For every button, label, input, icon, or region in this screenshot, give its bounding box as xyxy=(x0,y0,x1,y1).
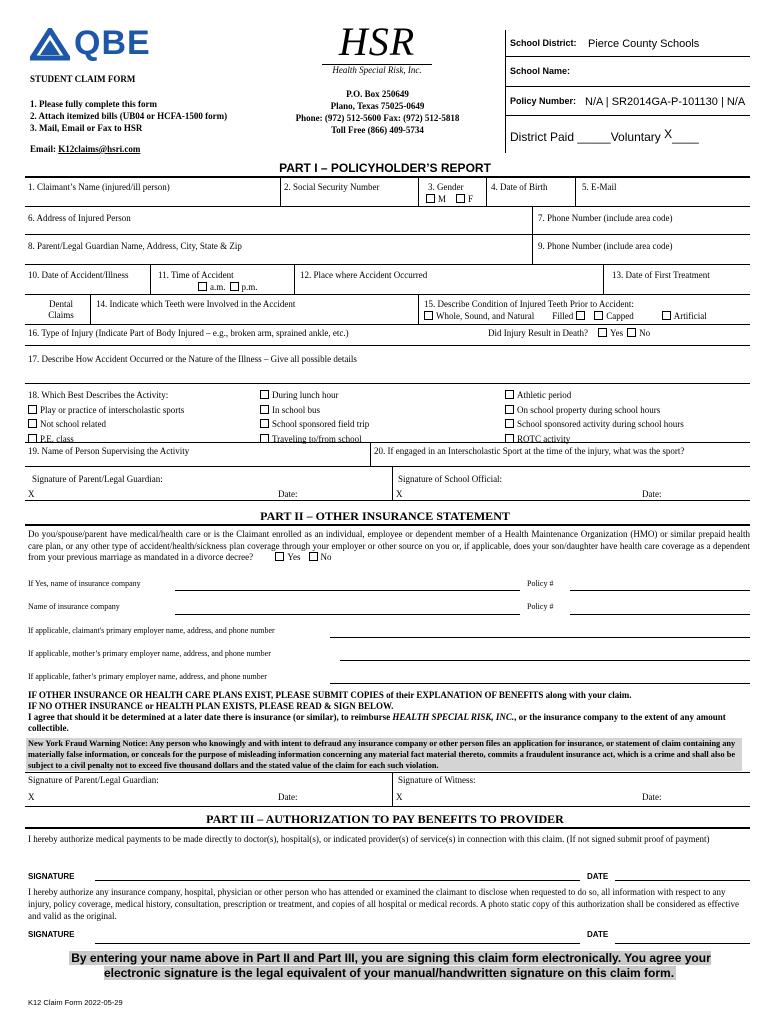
teeth-condition-field: 15. Describe Condition of Injured Teeth Prior to Accident: Whole, Sound, and Natural Filled Capped Artificial xyxy=(424,299,707,321)
gender-field: 3. Gender M F xyxy=(428,182,474,204)
part2-title: PART II – OTHER INSURANCE STATEMENT xyxy=(260,509,510,523)
instructions: 1. Please fully complete this form 2. Attach itemized bills (UB04 or HCFA-1500 form) 3. Mail, Email or Fax to HSR xyxy=(30,99,228,133)
part2-parent-date[interactable]: Date: xyxy=(278,792,298,802)
qbe-logo-icon xyxy=(30,28,70,62)
policy-number-underline xyxy=(505,115,750,116)
father-employer-line[interactable] xyxy=(330,683,750,684)
teeth-involved-field[interactable]: 14. Indicate which Teeth were Involved in the Accident xyxy=(96,299,296,309)
part1-school-signature-x[interactable]: X xyxy=(396,489,403,499)
hsr-logo-text: HSR xyxy=(338,19,416,64)
teeth-whole-checkbox[interactable] xyxy=(424,311,433,320)
other-insurance-no-checkbox[interactable] xyxy=(309,552,318,561)
death-question: Did Injury Result in Death? Yes No xyxy=(488,328,651,338)
teeth-artificial-checkbox[interactable] xyxy=(662,311,671,320)
part3-title: PART III – AUTHORIZATION TO PAY BENEFITS TO PROVIDER xyxy=(206,812,564,826)
activity-lunch-checkbox[interactable] xyxy=(260,390,269,399)
part1-school-date[interactable]: Date: xyxy=(642,489,662,499)
death-no-checkbox[interactable] xyxy=(627,328,636,337)
gender-m-checkbox[interactable] xyxy=(426,194,435,203)
esign-notice: By entering your name above in Part II and Part III, you are signing this claim form electronically. You agree your electronic signature is the legal equivalent of your manual/handwritten signature on this claim form. xyxy=(71,951,711,980)
school-district-value[interactable]: Pierce County Schools xyxy=(588,38,700,50)
qbe-logo xyxy=(30,24,175,62)
insurance-company-yes-line[interactable] xyxy=(175,590,520,591)
part3-paragraph-1: I hereby authorize medical payments to be made directly to doctor(s), hospital(s), or indicated provider(s) of service(s) in connection with this claim. (If not signed submit proof of payment) xyxy=(28,834,710,844)
accident-description-field[interactable]: 17. Describe How Accident Occurred or the Nature of the Illness – Give all possible details xyxy=(28,354,357,364)
activity-col3: Athletic period On school property during school hours School sponsored activity during school hours ROTC activity xyxy=(505,388,684,446)
district-paid-voluntary[interactable]: District Paid _____Voluntary X____ xyxy=(510,127,699,144)
part2-paragraph: Do you/spouse/parent have medical/health care or is the Claimant enrolled as an individual, employee or dependent member of a Health Maintenance Organization (HMO) or similar prepaid health care plan, or any other type of accident/health/sickness plan coverage through your employer or other source on you or, if applicable, does your son/daughter have health care coverage as a dependent from your previous marriage as mandated in a divorce decree? Yes No xyxy=(28,529,750,562)
activity-bus-checkbox[interactable] xyxy=(260,405,269,414)
insurance-company-line[interactable] xyxy=(175,614,520,615)
gender-f-checkbox[interactable] xyxy=(456,194,465,203)
part1-parent-signature-x[interactable]: X xyxy=(28,489,35,499)
claimant-employer-line[interactable] xyxy=(330,637,750,638)
hsr-logo xyxy=(322,19,432,75)
sport-field[interactable]: 20. If engaged in an Interscholastic Sport at the time of the injury, what was the sport? xyxy=(374,446,685,456)
part2-witness-date[interactable]: Date: xyxy=(642,792,662,802)
ssn-field[interactable]: 2. Social Security Number xyxy=(284,182,380,192)
part2-parent-signature-x[interactable]: X xyxy=(28,792,35,802)
death-yes-checkbox[interactable] xyxy=(598,328,607,337)
email-link[interactable]: K12claims@hsri.com xyxy=(58,144,141,154)
form-version-footer: K12 Claim Form 2022-05-29 xyxy=(28,998,123,1007)
school-district-label: School District: xyxy=(510,38,577,48)
address-field[interactable]: 6. Address of Injured Person xyxy=(28,213,131,223)
first-treatment-field[interactable]: 13. Date of First Treatment xyxy=(612,270,710,280)
policy-number-value[interactable]: N/A | SR2014GA-P-101130 | N/A xyxy=(585,96,746,108)
part1-parent-signature-label: Signature of Parent/Legal Guardian: xyxy=(32,474,163,484)
part2-witness-signature-x[interactable]: X xyxy=(396,792,403,802)
part3-date-line-1[interactable] xyxy=(615,880,750,881)
policy-num-label-1: Policy # xyxy=(527,579,554,588)
part1-parent-date[interactable]: Date: xyxy=(278,489,298,499)
activity-school-property-checkbox[interactable] xyxy=(505,405,514,414)
other-insurance-yes-checkbox[interactable] xyxy=(275,552,284,561)
email-line: Email: K12claims@hsri.com xyxy=(30,144,141,154)
policy-num-line-2[interactable] xyxy=(570,614,750,615)
insurance-company-yes-label: If Yes, name of insurance company xyxy=(28,579,141,588)
activity-col2: During lunch hour In school bus School sponsored field trip Traveling to/from school xyxy=(260,388,369,446)
school-name-underline xyxy=(505,86,750,87)
accident-time-field: 11. Time of Accident a.m. p.m. xyxy=(158,270,258,292)
part2-parent-signature-label: Signature of Parent/Legal Guardian: xyxy=(28,775,159,785)
part3-signature-line-1[interactable] xyxy=(95,880,580,881)
claimant-employer-label: If applicable, claimant's primary employer name, address, and phone number xyxy=(28,626,275,635)
part1-school-signature-label: Signature of School Official: xyxy=(398,474,503,484)
email-field[interactable]: 5. E-Mail xyxy=(582,182,617,192)
part3-date-line-2[interactable] xyxy=(615,943,750,944)
qbe-logo-text: QBE xyxy=(74,24,151,62)
activity-school-sponsored-checkbox[interactable] xyxy=(505,419,514,428)
part2-witness-signature-label: Signature of Witness: xyxy=(398,775,476,785)
mother-employer-label: If applicable, mother’s primary employer name, address, and phone number xyxy=(28,649,271,658)
part3-signature-label-1: SIGNATURE xyxy=(28,872,75,881)
teeth-filled-checkbox[interactable] xyxy=(576,311,585,320)
mother-employer-line[interactable] xyxy=(340,660,750,661)
insurance-company-label: Name of insurance company xyxy=(28,602,120,611)
activity-field-trip-checkbox[interactable] xyxy=(260,419,269,428)
hsr-logo-subtitle: Health Special Risk, Inc. xyxy=(322,64,432,75)
phone-field[interactable]: 7. Phone Number (include area code) xyxy=(538,213,673,223)
part3-signature-label-2: SIGNATURE xyxy=(28,930,75,939)
pm-checkbox[interactable] xyxy=(230,282,239,291)
activity-not-school-checkbox[interactable] xyxy=(28,419,37,428)
teeth-capped-checkbox[interactable] xyxy=(594,311,603,320)
accident-place-field[interactable]: 12. Place where Accident Occurred xyxy=(300,270,428,280)
activity-interscholastic-checkbox[interactable] xyxy=(28,405,37,414)
other-insurance-notice: IF OTHER INSURANCE OR HEALTH CARE PLANS EXIST, PLEASE SUBMIT COPIES of their EXPLANATION OF BENEFITS along with your claim. IF NO OTHER INSURANCE or HEALTH PLAN EXISTS, PLEASE READ & SIGN BELOW. I agree that should it be determined at a later date there is insurance (or similar), to reimburse HEALTH SPECIAL RISK, INC., or the insurance company to the extent of any amount collectible. xyxy=(28,690,726,733)
part3-paragraph-2: I hereby authorize any insurance company, hospital, physician or other person who has attended or examined the claimant to disclose when requested to do so, all information with respect to any injury, policy coverage, medical history, consultation, prescription or treatment, and copies of all hospital or medical records. A photo static copy of this authorization shall be considered as effective and valid as the original. xyxy=(28,887,739,921)
part3-signature-line-2[interactable] xyxy=(95,943,580,944)
hsr-address: P.O. Box 250649 Plano, Texas 75025-0649 Phone: (972) 512-5600 Fax: (972) 512-5818 Toll Free (866) 409-5734 xyxy=(295,89,460,135)
am-checkbox[interactable] xyxy=(198,282,207,291)
dob-field[interactable]: 4. Date of Birth xyxy=(491,182,548,192)
claimant-name-field[interactable]: 1. Claimant’s Name (injured/ill person) xyxy=(28,182,170,192)
activity-section: 18. Which Best Describes the Activity: Play or practice of interscholastic sports Not school related P.E. class xyxy=(28,390,185,444)
supervisor-field[interactable]: 19. Name of Person Supervising the Activity xyxy=(28,446,190,456)
policy-num-label-2: Policy # xyxy=(527,602,554,611)
dental-claims-label: Dental Claims xyxy=(48,299,74,320)
guardian-field[interactable]: 8. Parent/Legal Guardian Name, Address, City, State & Zip xyxy=(28,241,242,251)
activity-athletic-checkbox[interactable] xyxy=(505,390,514,399)
part3-date-label-2: DATE xyxy=(587,930,609,939)
injury-type-field[interactable]: 16. Type of Injury (Indicate Part of Body Injured – e.g., broken arm, sprained ankle, etc.) xyxy=(28,328,349,338)
guardian-phone-field[interactable]: 9. Phone Number (include area code) xyxy=(538,241,673,251)
policy-num-line-1[interactable] xyxy=(570,590,750,591)
form-title: STUDENT CLAIM FORM xyxy=(30,74,136,84)
father-employer-label: If applicable, father’s primary employer name, address, and phone number xyxy=(28,672,267,681)
accident-date-field[interactable]: 10. Date of Accident/Illness xyxy=(28,270,129,280)
part3-date-label-1: DATE xyxy=(587,872,609,881)
school-district-underline xyxy=(505,56,750,57)
policy-number-label: Policy Number: xyxy=(510,96,577,106)
fraud-warning: New York Fraud Warning Notice: Any person who knowingly and with intent to defraud any insurance company or other person files an application for insurance, or statement of claim containing any materially false information, or conceals for the purpose of misleading information concerning any material fact material thereto, commits a fraudulent insurance act, which is a crime and shall also be subject to a civil penalty not to exceed five thousand dollars and the stated value of the claim for each such violation. xyxy=(26,738,742,771)
part1-title: PART I – POLICYHOLDER’S REPORT xyxy=(279,161,491,175)
school-name-label: School Name: xyxy=(510,66,571,76)
